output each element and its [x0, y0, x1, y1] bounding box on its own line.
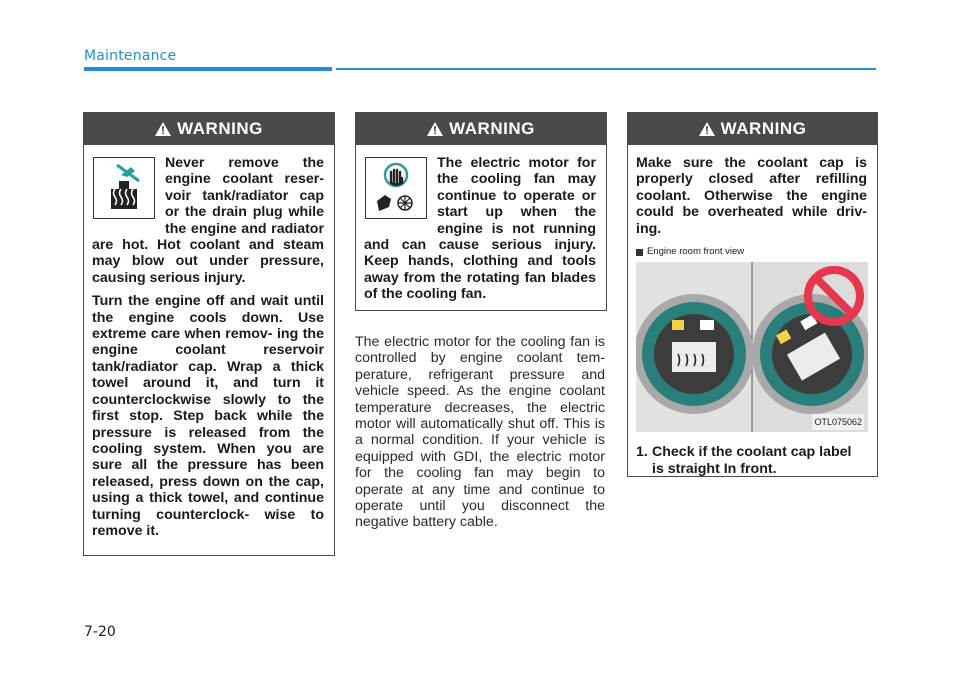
photo-caption-text: Engine room front view: [647, 246, 745, 258]
warning-paragraph: Make sure the coolant cap is properly closed after refilling coolant. Otherwise the engine could be overheated while driv- ing.: [636, 155, 867, 237]
coolant-cap-illustration: [636, 262, 868, 432]
warning-body: [356, 145, 606, 316]
warning-body: [628, 145, 877, 483]
warning-paragraph: The electric motor for the cooling fan may continue to operate or start up when the engine is not running and can cause serious injury. Keep hands, clothing and tools away from the rotating fan blades of the cooling fan.: [364, 155, 596, 303]
photo-figure: [636, 244, 867, 432]
warning-triangle-icon: [427, 122, 443, 136]
warning-box-cooling-fan: [355, 112, 607, 311]
warning-triangle-icon: [699, 122, 715, 136]
hand-stop-fan-warning-icon: [365, 157, 427, 219]
warning-paragraph: Turn the engine off and wait until the engine cools down. Use extreme care when remov- ing the engine coolant reservoir tank/radiator cap. Wrap a thick towel around it, and turn it counterclockwise slowly to the first stop. Step back while the pressure is released from the cooling system. When you are sure all the pressure has been released, press down on the cap, using a thick towel, and continue turning counterclock- wise to remove it.: [92, 293, 324, 539]
warning-triangle-icon: [155, 122, 171, 136]
coolant-cap-photo: [636, 262, 868, 432]
photo-code: OTL075062: [812, 414, 864, 430]
step-item: [636, 444, 867, 477]
warning-label: WARNING: [177, 119, 263, 138]
hot-coolant-warning-icon: [93, 157, 155, 219]
body-paragraph: The electric motor for the cooling fan is controlled by engine coolant tem- perature, refrigerant pressure and vehicle speed. As the engine coolant temperature decreases, the electric motor will automatically shut off. This is a normal condition. If your vehicle is equipped with GDI, the electric motor for the cooling fan may begin to operate at any time and continue to operate until you disconnect the negative battery cable.: [355, 334, 605, 531]
header-rule-thick: [84, 67, 332, 71]
warning-label: WARNING: [449, 119, 535, 138]
header-rule-thin: [336, 68, 876, 70]
caption-bullet-icon: [636, 249, 643, 256]
warning-header: [628, 113, 877, 145]
warning-body: [84, 145, 334, 552]
warning-header: [84, 113, 334, 145]
warning-header: [356, 113, 606, 145]
warning-paragraph: Never remove the engine coolant reser- voir tank/radiator cap or the drain plug while the engine and radiator are hot. Hot coolant and steam may blow out under pressure, causing serious injury.: [92, 155, 324, 286]
step-number: 1.: [636, 444, 648, 461]
warning-box-coolant-cap-closed: [627, 112, 878, 477]
page-number: 7-20: [84, 624, 116, 640]
warning-box-coolant-cap: [83, 112, 335, 556]
step-text: Check if the coolant cap label is straight In front.: [652, 444, 852, 477]
warning-label: WARNING: [720, 119, 807, 138]
photo-caption: [636, 244, 867, 260]
section-title: Maintenance: [84, 48, 177, 64]
